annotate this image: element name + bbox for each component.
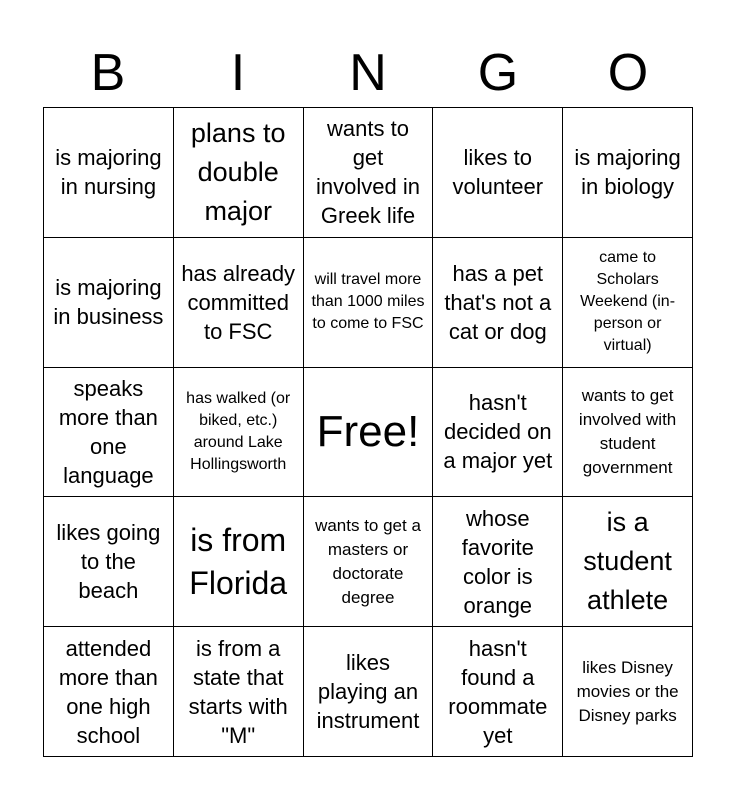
bingo-cell-text: is majoring in business xyxy=(53,275,164,330)
bingo-cell[interactable] xyxy=(304,238,434,368)
bingo-cell-text: likes playing an instrument xyxy=(316,650,420,734)
bingo-cell-text: speaks more than one language xyxy=(58,375,158,488)
bingo-cell[interactable] xyxy=(174,497,304,627)
header-letter-g: G xyxy=(477,44,519,102)
bingo-cell[interactable] xyxy=(174,238,304,368)
bingo-cell[interactable] xyxy=(563,368,693,498)
bingo-cell-text: will travel more than 1000 miles to come to FSC xyxy=(311,271,425,333)
bingo-cell[interactable] xyxy=(304,108,434,238)
free-space-text: Free! xyxy=(316,406,420,456)
bingo-cell-text: has already committed to FSC xyxy=(181,260,296,344)
header-letter-n: N xyxy=(349,44,387,102)
bingo-cell-text: is majoring in biology xyxy=(574,145,681,200)
bingo-cell[interactable] xyxy=(44,238,174,368)
bingo-cell-text: came to Scholars Weekend (in-person or virtual) xyxy=(580,249,676,355)
header-letter-b: B xyxy=(90,44,126,102)
bingo-cell-text: likes to volunteer xyxy=(452,145,544,200)
bingo-cell-text: is majoring in nursing xyxy=(55,145,162,200)
bingo-cell[interactable] xyxy=(563,108,693,238)
bingo-cell[interactable] xyxy=(174,108,304,238)
bingo-cell-text: is from Florida xyxy=(189,521,288,601)
bingo-cell-text: hasn't found a roommate yet xyxy=(448,635,548,748)
bingo-cell[interactable] xyxy=(44,368,174,498)
bingo-cell[interactable] xyxy=(304,627,434,757)
bingo-cell-text: whose favorite color is orange xyxy=(461,505,534,618)
bingo-cell[interactable] xyxy=(44,108,174,238)
free-space-cell[interactable] xyxy=(304,368,434,498)
bingo-cell[interactable] xyxy=(44,497,174,627)
bingo-cell[interactable] xyxy=(433,368,563,498)
bingo-cell-text: is from a state that starts with "M" xyxy=(188,635,288,748)
bingo-card-grid xyxy=(43,107,693,757)
bingo-cell[interactable] xyxy=(433,627,563,757)
bingo-cell[interactable] xyxy=(174,627,304,757)
bingo-cell[interactable] xyxy=(563,497,693,627)
bingo-cell-text: plans to double major xyxy=(190,117,286,226)
bingo-cell-text: wants to get involved with student government xyxy=(578,385,677,477)
bingo-cell-text: wants to get a masters or doctorate degree xyxy=(315,515,421,607)
header-letter-o: O xyxy=(607,44,649,102)
bingo-cell[interactable] xyxy=(433,238,563,368)
bingo-cell[interactable] xyxy=(174,368,304,498)
bingo-cell-text: has walked (or biked, etc.) around Lake Hollingsworth xyxy=(186,389,291,473)
bingo-cell-text: is a student athlete xyxy=(583,507,672,616)
bingo-cell[interactable] xyxy=(563,238,693,368)
bingo-cell-text: likes Disney movies or the Disney parks xyxy=(576,657,679,725)
bingo-header xyxy=(43,40,693,106)
bingo-cell[interactable] xyxy=(304,497,434,627)
bingo-cell-text: likes going to the beach xyxy=(56,520,161,604)
bingo-cell[interactable] xyxy=(563,627,693,757)
bingo-cell-text: attended more than one high school xyxy=(58,635,158,748)
bingo-cell-text: wants to get involved in Greek life xyxy=(316,116,420,229)
bingo-cell-text: has a pet that's not a cat or dog xyxy=(444,260,552,344)
bingo-cell-text: hasn't decided on a major yet xyxy=(443,390,553,474)
bingo-cell[interactable] xyxy=(433,108,563,238)
bingo-cell[interactable] xyxy=(433,497,563,627)
bingo-cell[interactable] xyxy=(44,627,174,757)
header-letter-i: I xyxy=(230,44,246,102)
